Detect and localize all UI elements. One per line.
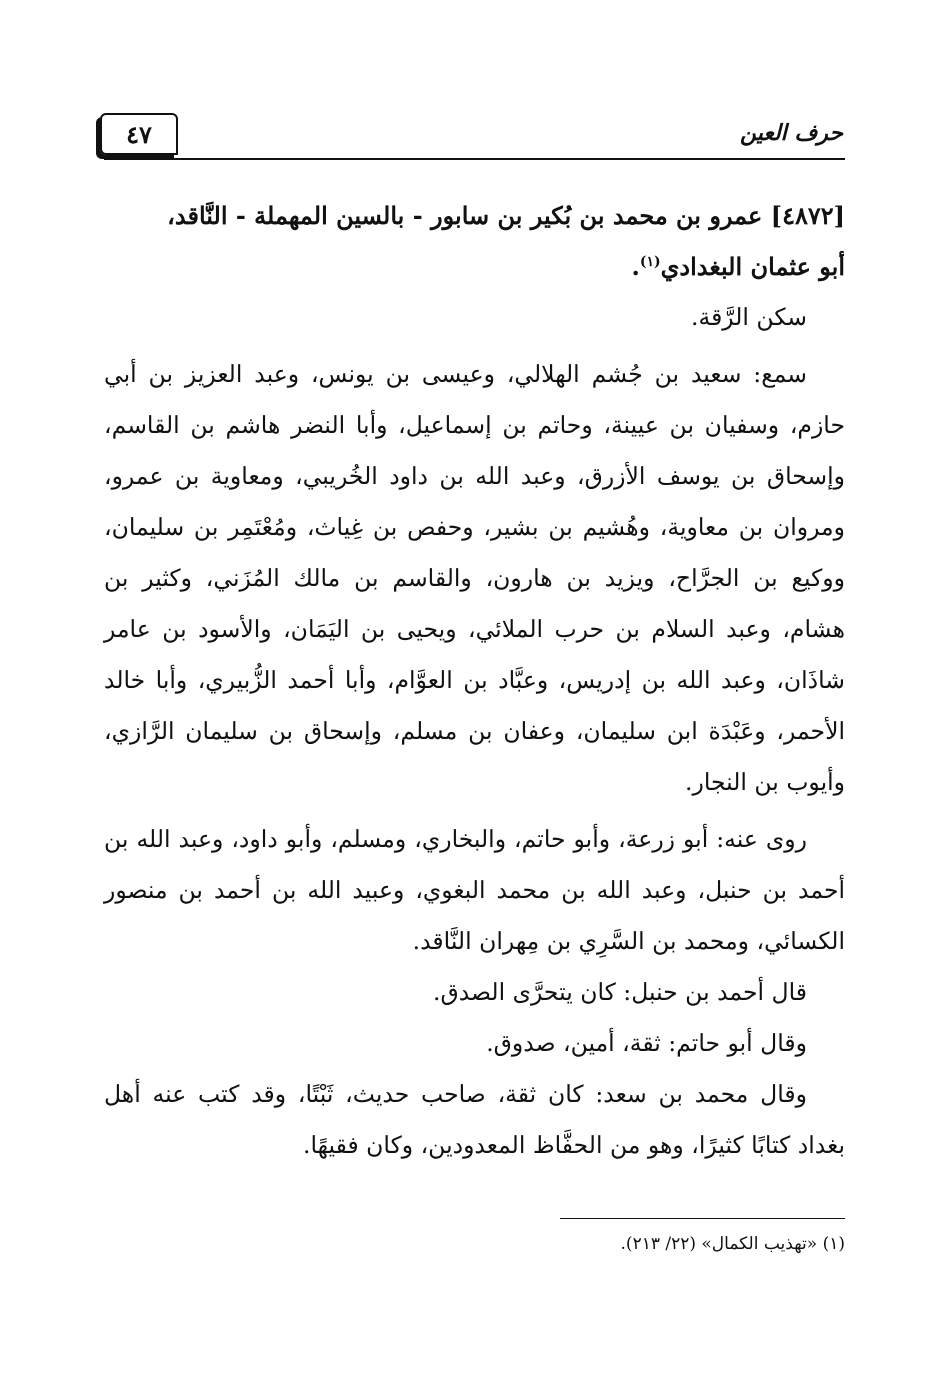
entry-title-end: . [631, 252, 640, 281]
header-rule [104, 158, 845, 160]
running-head: حرف العين [739, 120, 843, 146]
quote-ahmad-paragraph: قال أحمد بن حنبل: كان يتحرَّى الصدق. [433, 978, 807, 1006]
footnote: (١) «تهذيب الكمال» (٢٢/ ٢١٣). [620, 1234, 845, 1254]
page-number-text: ٤٧ [126, 119, 152, 149]
quote-abu-hatim-paragraph: وقال أبو حاتم: ثقة، أمين، صدوق. [486, 1029, 807, 1057]
entry-title-continuation [104, 241, 845, 292]
footnote-reference: (١) [639, 254, 661, 270]
page-number [100, 113, 178, 155]
residence-paragraph: سكن الرَّقة. [691, 303, 807, 331]
entry-title: [٤٨٧٢] عمرو بن محمد بن بُكير بن سابور - بالسين المهملة - النَّاقد، [167, 201, 845, 230]
heard-from-paragraph: سمع: سعيد بن جُشم الهلالي، وعيسى بن يونس، وعبد العزيز بن أبي حازم، وسفيان بن عيينة، وحاتم بن إسماعيل، وأبا النضر هاشم بن القاسم، وإسحاق بن يوسف الأزرق، وعبد الله بن داود الخُريبي، ومعاوية بن عمرو، ومروان بن معاوية، وهُشيم بن بشير، وحفص بن غِياث، ومُعْتَمِر بن سليمان، ووكيع بن الجرَّاح، ويزيد بن هارون، والقاسم بن مالك المُزَني، وكثير بن هشام، وعبد السلام بن حرب الملائي، ويحيى بن اليَمَان، والأسود بن عامر شاذَان، وعبد الله بن إدريس، وعبَّاد بن العوَّام، وأبا أحمد الزُّبيري، وأبا خالد الأحمر، وعَبْدَة ابن سليمان، وعفان بن مسلم، وإسحاق بن سليمان الرَّازي، وأيوب بن النجار. [104, 360, 845, 796]
footnote-rule [560, 1218, 845, 1219]
quote-ibn-saad-paragraph: وقال محمد بن سعد: كان ثقة، صاحب حديث، ثَبْتًا، وقد كتب عنه أهل بغداد كتابًا كثيرًا، وهو من الحفَّاظ المعدودين، وكان فقيهًا. [104, 1080, 845, 1159]
main-text [104, 190, 845, 1171]
narrated-by-paragraph: روى عنه: أبو زرعة، وأبو حاتم، والبخاري، ومسلم، وأبو داود، وعبد الله بن أحمد بن حنبل، وعبد الله بن محمد البغوي، وعبيد الله بن أحمد بن منصور الكسائي، ومحمد بن السَّرِي بن مِهران النَّاقد. [104, 825, 845, 955]
entry-title-name: أبو عثمان البغدادي [660, 252, 845, 281]
